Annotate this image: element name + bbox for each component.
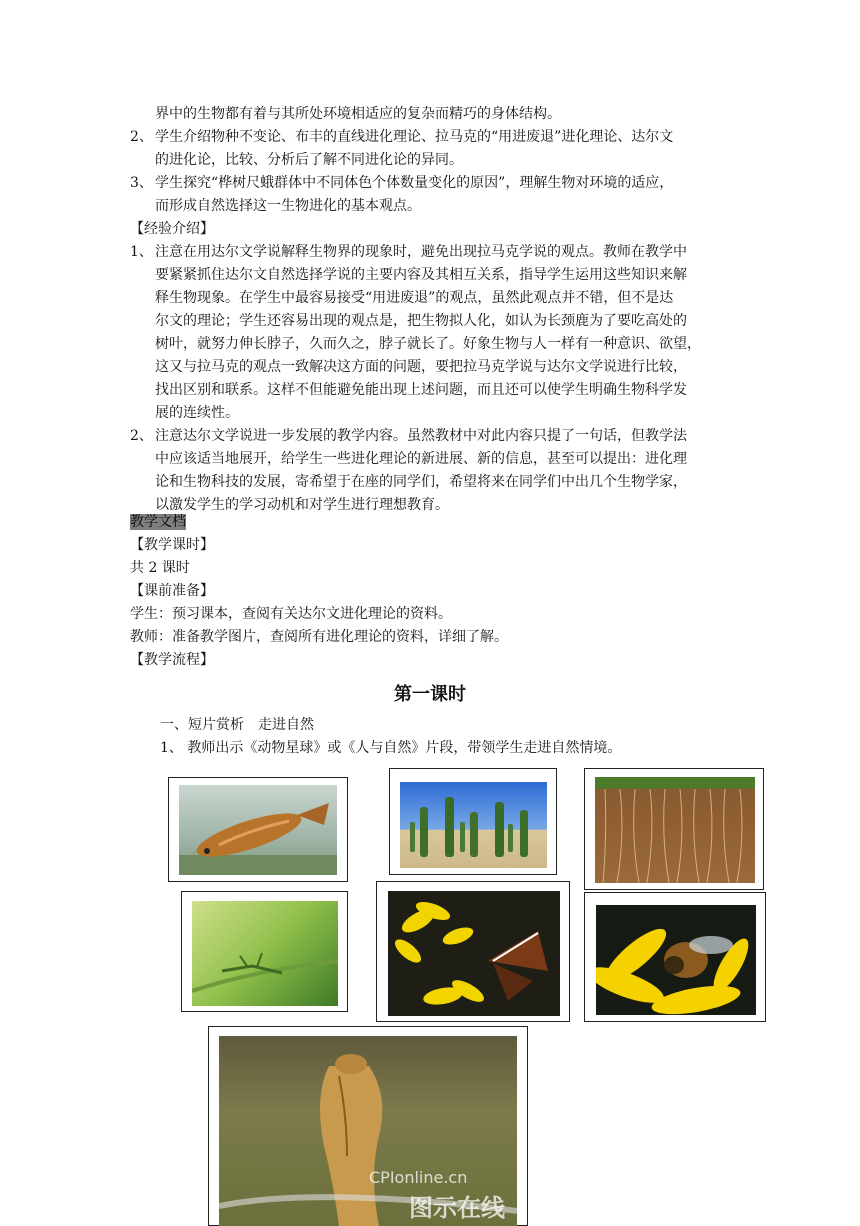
lesson-title: 第一课时 xyxy=(394,684,466,705)
prep-heading: 【课前准备】 xyxy=(130,583,214,599)
watermark-cn: 图示在线 xyxy=(409,1194,505,1222)
fish-photo xyxy=(179,785,337,875)
roots-image-frame xyxy=(584,768,764,890)
cobra-photo xyxy=(219,1036,517,1226)
doc-label-row xyxy=(130,512,186,532)
exp-2-line: 中应该适当地展开，给学生一些进化理论的新进展、新的信息，甚至可以提出：进化理 xyxy=(155,451,687,467)
experience-heading: 【经验介绍】 xyxy=(130,221,214,237)
roots-photo xyxy=(595,777,755,883)
exp-1-line: 要紧紧抓住达尔文自然选择学说的主要内容及其相互关系，指导学生运用这些知识来解 xyxy=(155,267,687,283)
cactus-photo xyxy=(400,782,547,868)
goal-2-line-2: 的进化论，比较、分析后了解不同进化论的异同。 xyxy=(155,152,463,168)
exp-2-line: 注意达尔文学说进一步发展的教学内容。虽然教材中对此内容只提了一句话，但教学法 xyxy=(155,428,687,444)
exp-1-line: 找出区别和联系。这样不但能避免能出现上述问题，而且还可以使学生明确生物科学发 xyxy=(155,382,687,398)
fish-image-frame xyxy=(168,777,348,882)
butterfly-photo xyxy=(388,891,560,1016)
exp-2-line: 论和生物科技的发展，寄希望于在座的同学们，希望将来在同学们中出几个生物学家， xyxy=(155,474,687,490)
exp-2-line: 以激发学生的学习动机和对学生进行理想教育。 xyxy=(155,497,449,513)
watermark: CPIonline.cn xyxy=(369,1168,468,1187)
flow-heading: 【教学流程】 xyxy=(130,652,214,668)
butterfly-image-frame xyxy=(376,881,570,1022)
exp-1-line: 树叶，就努力伸长脖子，久而久之，脖子就长了。好象生物与人一样有一种意识、欲望， xyxy=(155,336,701,352)
section-1-heading: 一、短片赏析 走进自然 xyxy=(160,717,314,733)
bee-image-frame xyxy=(584,892,766,1022)
step-1: 1、 教师出示《动物星球》或《人与自然》片段，带领学生走进自然情境。 xyxy=(160,740,622,756)
exp-1-line: 这又与拉马克的观点一致解决这方面的问题，要把拉马克学说与达尔文学说进行比较， xyxy=(155,359,687,375)
goal-3-number: 3、 xyxy=(130,175,153,191)
bee-photo xyxy=(596,905,756,1015)
exp-1-line: 尔文的理论；学生还容易出现的观点是，把生物拟人化，如认为长颈鹿为了要吃高处的 xyxy=(155,313,687,329)
cobra-image-frame xyxy=(208,1026,528,1226)
prep-student: 学生：预习课本，查阅有关达尔文进化理论的资料。 xyxy=(130,606,452,622)
goal-3-line-2: 而形成自然选择这一生物进化的基本观点。 xyxy=(155,198,421,214)
goal-2-line-1: 学生介绍物种不变论、布丰的直线进化理论、拉马克的“用进废退”进化理论、达尔文 xyxy=(155,129,674,145)
exp-1-line: 注意在用达尔文学说解释生物界的现象时，避免出现拉马克学说的观点。教师在教学中 xyxy=(155,244,687,260)
hours-heading: 【教学课时】 xyxy=(130,537,214,553)
prep-teacher: 教师：准备教学图片，查阅所有进化理论的资料，详细了解。 xyxy=(130,629,508,645)
exp-1-line: 释生物现象。在学生中最容易接受“用进废退”的观点，虽然此观点并不错，但不是达 xyxy=(155,290,674,306)
intro-tail: 界中的生物都有着与其所处环境相适应的复杂而精巧的身体结构。 xyxy=(155,106,561,122)
mantis-image-frame xyxy=(181,891,348,1012)
doc-label: 教学文档 xyxy=(130,514,186,530)
hours-value: 共 2 课时 xyxy=(130,560,190,576)
goal-2-number: 2、 xyxy=(130,129,153,145)
mantis-photo xyxy=(192,901,338,1006)
cactus-image-frame xyxy=(389,768,557,875)
goal-3-line-1: 学生探究“桦树尺蛾群体中不同体色个体数量变化的原因”，理解生物对环境的适应， xyxy=(155,175,674,191)
exp-2-number: 2、 xyxy=(130,428,153,444)
exp-1-line: 展的连续性。 xyxy=(155,405,239,421)
exp-1-number: 1、 xyxy=(130,244,153,260)
